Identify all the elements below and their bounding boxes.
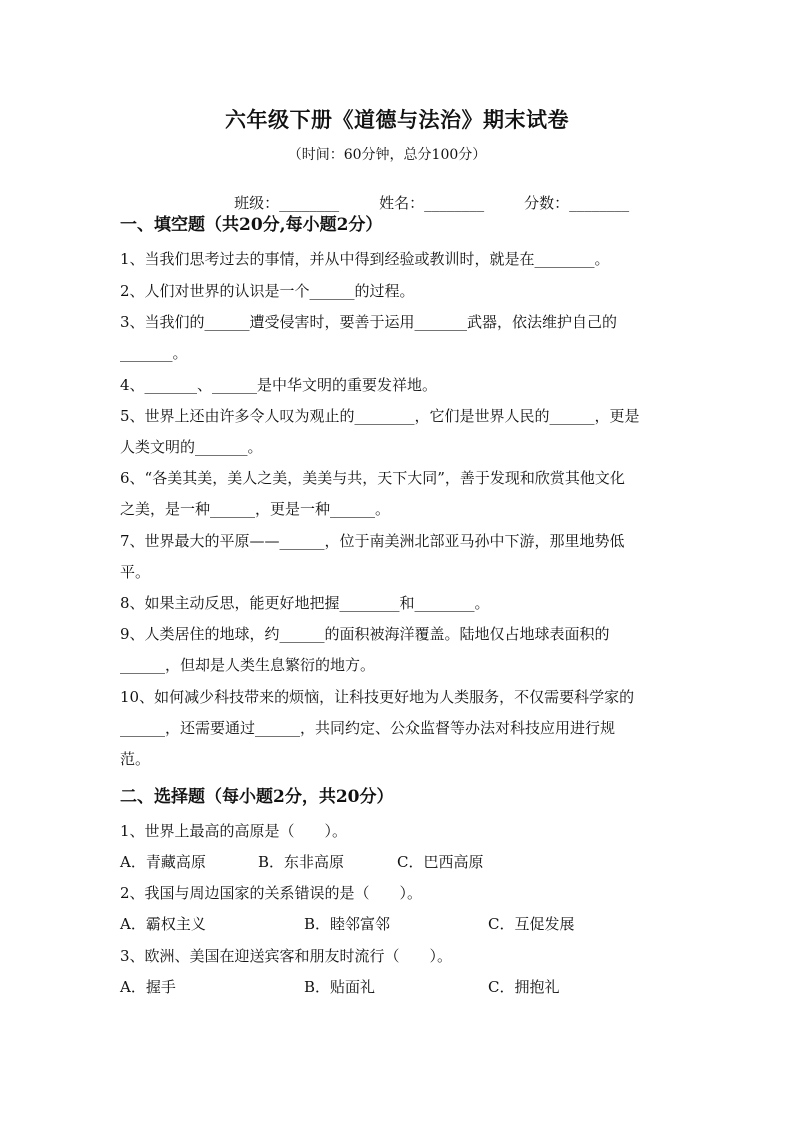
option-b[interactable]: B．贴面礼 (304, 978, 376, 996)
question-line: 1、当我们思考过去的事情，并从中得到经验或教训时，就是在________。 (120, 250, 610, 268)
question-line: 6、“各美其美，美人之美，美美与共，天下大同”，善于发现和欣赏其他文化 (120, 469, 625, 487)
question-3: 3、欧洲、美国在迎送宾客和朋友时流行（ ）。 (120, 947, 453, 965)
question-line: 8、如果主动反思，能更好地把握________和________。 (120, 594, 490, 612)
question-line: 之美，是一种______，更是一种______。 (120, 500, 391, 518)
question-line: _______。 (120, 344, 188, 362)
question-line: ______，还需要通过______，共同约定、公众监督等办法对科技应用进行规 (120, 719, 616, 737)
question-line: 9、人类居住的地球，约______的面积被海洋覆盖。陆地仅占地球表面积的 (120, 625, 610, 643)
page-title: 六年级下册《道德与法治》期末试卷 (225, 107, 569, 132)
option-b[interactable]: B．睦邻富邻 (304, 915, 391, 933)
question-line: 范。 (120, 750, 151, 768)
section-choice-heading: 二、选择题（每小题2分，共20分） (120, 787, 394, 807)
option-a[interactable]: A．青藏高原 (120, 853, 206, 871)
question-1: 1、世界上最高的高原是（ ）。 (120, 822, 348, 840)
exam-time-score: （时间：60分钟，总分100分） (287, 147, 487, 163)
section-fill-in-heading: 一、填空题（共20分,每小题2分） (120, 215, 383, 235)
option-c[interactable]: C．拥抱礼 (488, 978, 560, 996)
question-line: 10、如何减少科技带来的烦恼，让科技更好地为人类服务，不仅需要科学家的 (120, 688, 635, 706)
question-2: 2、我国与周边国家的关系错误的是（ ）。 (120, 884, 423, 902)
question-line: 平。 (120, 563, 151, 581)
name-field[interactable]: 姓名：________ (379, 194, 485, 212)
option-a[interactable]: A．霸权主义 (120, 915, 206, 933)
class-field[interactable]: 班级：________ (234, 194, 340, 212)
option-c[interactable]: C．巴西高原 (397, 853, 484, 871)
question-line: 2、人们对世界的认识是一个______的过程。 (120, 282, 415, 300)
option-c[interactable]: C．互促发展 (488, 915, 575, 933)
option-b[interactable]: B．东非高原 (258, 853, 345, 871)
question-line: 4、_______、______是中华文明的重要发祥地。 (120, 376, 438, 394)
score-field[interactable]: 分数：________ (524, 194, 630, 212)
option-a[interactable]: A．握手 (120, 978, 176, 996)
question-line: 5、世界上还由许多令人叹为观止的________，它们是世界人民的______，更是 (120, 407, 640, 425)
question-line: ______，但却是人类生息繁衍的地方。 (120, 656, 376, 674)
question-line: 人类文明的_______。 (120, 438, 263, 456)
question-line: 3、当我们的______遭受侵害时，要善于运用_______武器，依法维护自己的 (120, 313, 618, 331)
question-line: 7、世界最大的平原——______，位于南美洲北部亚马孙中下游，那里地势低 (120, 532, 625, 550)
